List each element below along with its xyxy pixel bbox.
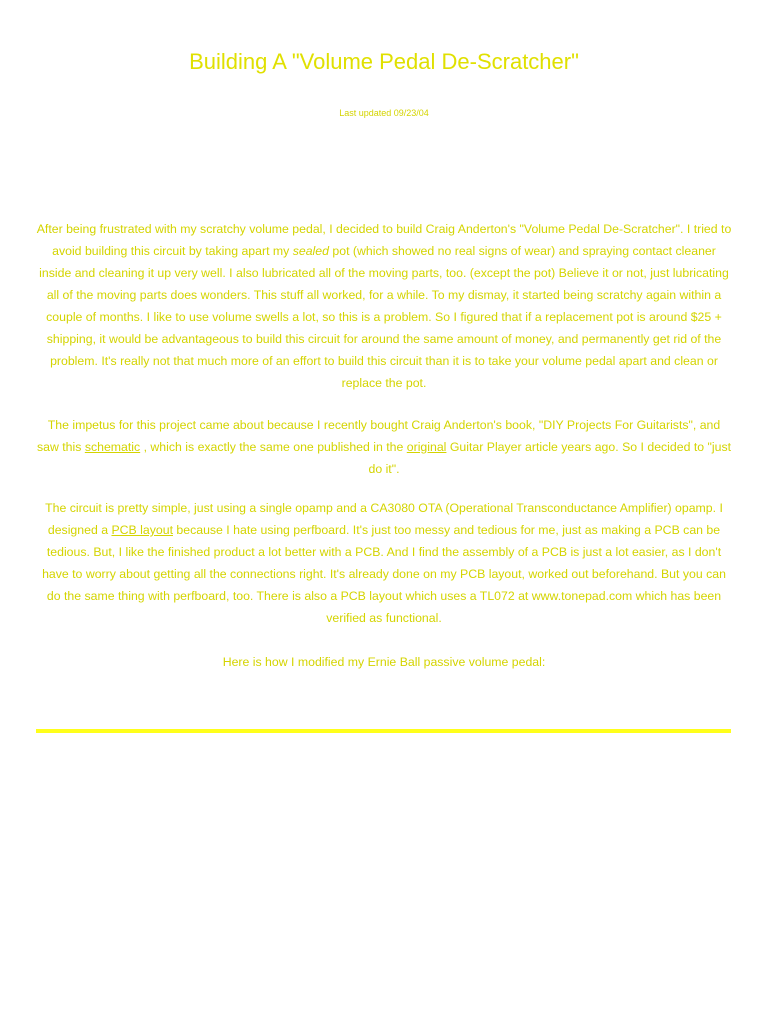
original-article-link[interactable]: original [406,440,447,454]
last-updated-text: Last updated 09/23/04 [339,108,429,118]
paragraph-impetus-text-3: Guitar Player article years ago. So I decided to "just do it". [368,440,732,476]
paragraph-intro-text-1: After being frustrated with my scratchy volume pedal, I decided to build Craig Anderton's "Volume Pedal De-Scratcher". I tried to avoid building this circuit by taking apart my [36,222,732,258]
page-title: Building A "Volume Pedal De-Scratcher" [189,49,579,74]
paragraph-impetus-text-2: , which is exactly the same one published in the [140,440,407,454]
paragraph-circuit-text-2: because I hate using perfboard. It's just too messy and tedious for me, just as making a PCB can be tedious. But, I like the finished product a lot better with a PCB. And I find the assembly of a PCB is just a lot easier, as I don't have to worry about getting all the connections right. It's already done on my PCB layout, worked out beforehand. But you can do the same thing with perfboard, too. There is also a PCB layout which uses a TL072 at www.tonepad.com which has been verified as functional. [42,523,726,625]
paragraph-modification-text: Here is how I modified my Ernie Ball passive volume pedal: [222,655,546,669]
paragraph-intro [36,218,732,394]
paragraph-impetus-text-1: The impetus for this project came about because I recently bought Craig Anderton's book, "DIY Projects For Guitarists", and saw this [36,418,721,454]
paragraph-modification [36,651,732,673]
paragraph-circuit [36,497,732,629]
paragraph-impetus [36,414,732,480]
horizontal-divider [36,729,731,733]
paragraph-intro-text-2: pot (which showed no real signs of wear) and spraying contact cleaner inside and cleaning it up very well. I also lubricated all of the moving parts, too. (except the pot) Believe it or not, just lubricating all of the moving parts does wonders. This stuff all worked, for a while. To my dismay, it started being scratchy again within a couple of months. I like to use volume swells a lot, so this is a problem. So I figured that if a replacement pot is around $25 + shipping, it would be advantageous to build this circuit for around the same amount of money, and permanently get rid of the problem. It's really not that much more of an effort to build this circuit than it is to take your volume pedal apart and clean or replace the pot. [39,244,729,390]
paragraph-circuit-text-1: The circuit is pretty simple, just using a single opamp and a CA3080 OTA (Operational Transconductance Amplifier) opamp. I designed a [45,501,723,537]
schematic-link[interactable]: schematic [84,440,141,454]
pcb-layout-link[interactable]: PCB layout [111,523,173,537]
sealed-emphasis: sealed [292,244,329,258]
